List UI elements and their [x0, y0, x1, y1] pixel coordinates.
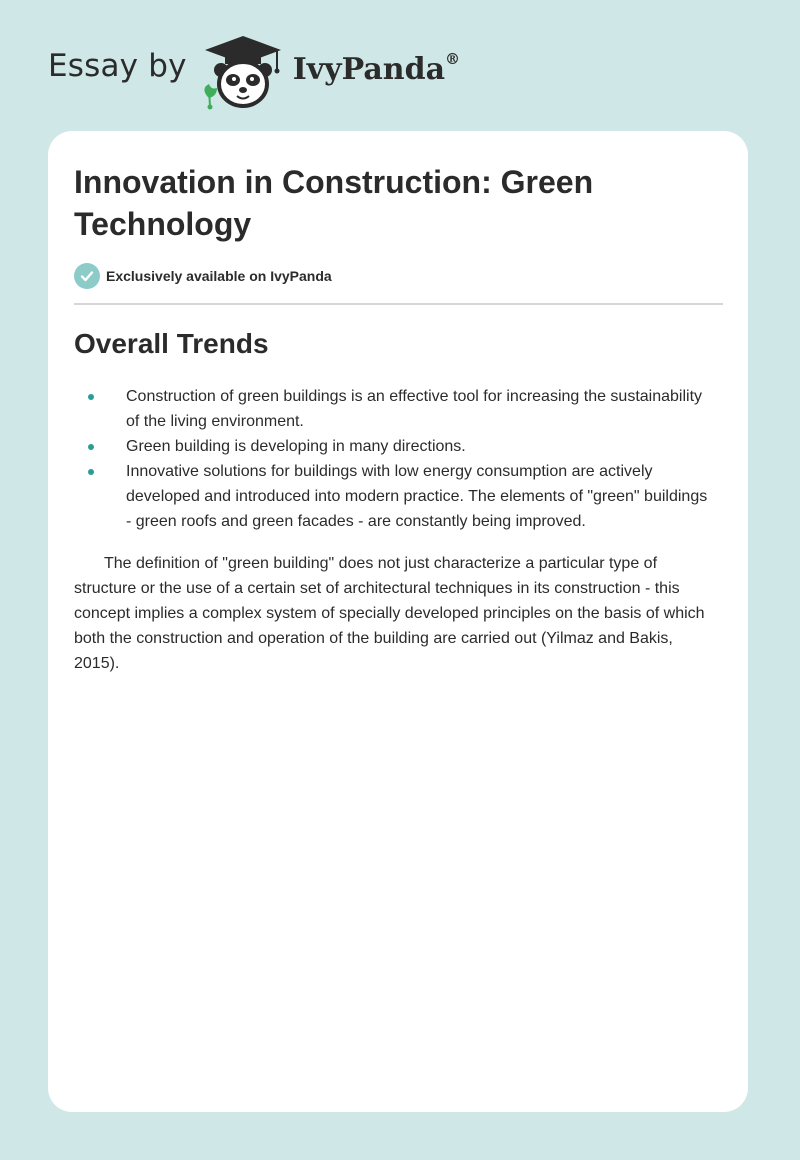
essay-by-label: Essay by — [48, 48, 187, 84]
list-item — [74, 384, 714, 434]
list-item-text: Green building is developing in many directions. — [126, 438, 466, 455]
bullet-dot — [88, 469, 94, 475]
bullet-dot — [88, 394, 94, 400]
essay-card — [48, 131, 748, 1112]
check-icon — [74, 263, 100, 289]
brand-name-text: IvyPanda — [292, 51, 446, 87]
divider — [74, 303, 723, 305]
list-item-text: Innovative solutions for buildings with low energy consumption are actively developed and introduced into modern practice. The elements of "green" buildings - green roofs and green facades - are constantly being improved. — [126, 463, 708, 530]
brand-name — [292, 49, 461, 87]
exclusive-badge-text: Exclusively available on IvyPanda — [106, 268, 332, 284]
exclusive-badge — [74, 263, 332, 289]
list-item-text: Construction of green buildings is an effective tool for increasing the sustainability of the living environment. — [126, 388, 703, 430]
list-item — [74, 434, 714, 459]
list-item — [74, 459, 714, 534]
panda-graduate-logo-icon — [197, 30, 289, 110]
site-header — [48, 30, 460, 110]
bullet-dot — [88, 444, 94, 450]
essay-title: Innovation in Construction: Green Technology — [74, 164, 594, 242]
trends-list — [74, 384, 714, 534]
registered-mark: ® — [445, 49, 461, 68]
body-paragraph: The definition of "green building" does not just characterize a particular type of structure or the use of a certain set of architectural techniques in its construction - this concept implies a complex system of specially developed principles on the basis of which both the construction and operation of the building are carried out (Yilmaz and Bakis, 2015). — [74, 555, 705, 672]
section-heading: Overall Trends — [74, 328, 269, 359]
